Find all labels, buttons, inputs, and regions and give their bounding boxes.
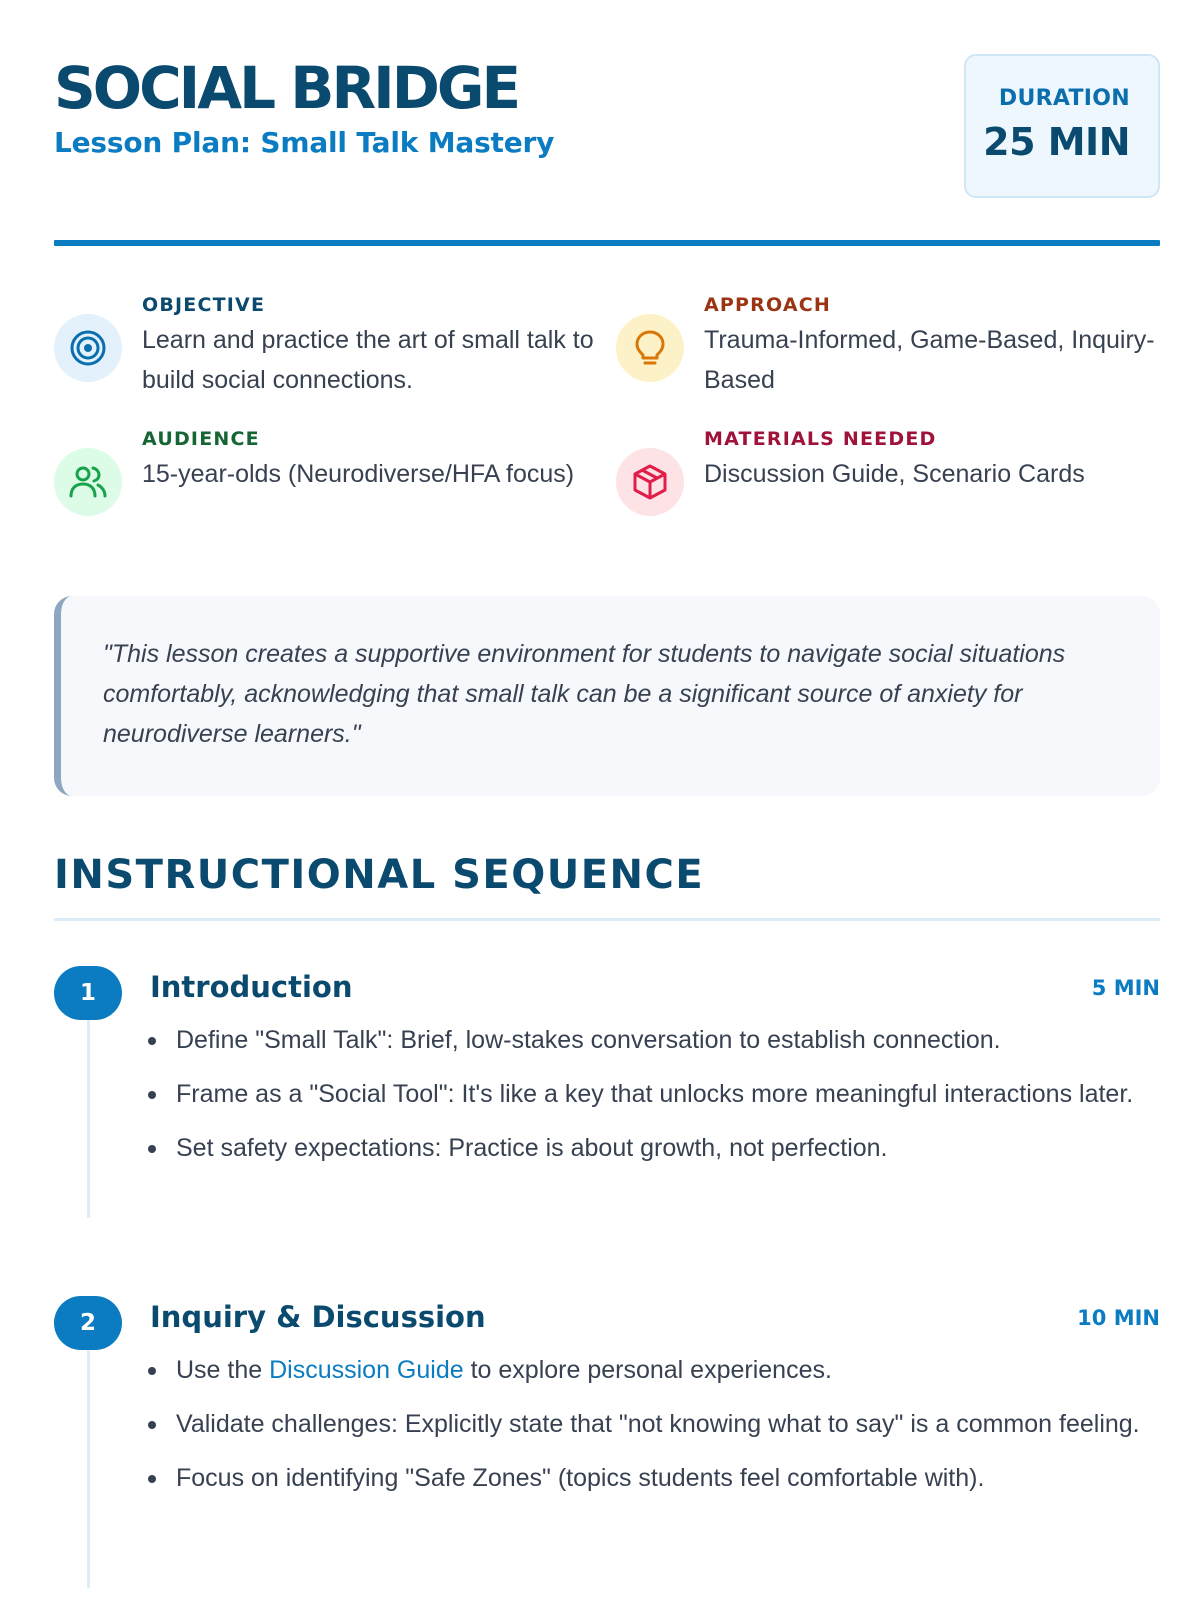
duration-card xyxy=(964,54,1160,198)
package-icon xyxy=(616,448,684,516)
section-title: INSTRUCTIONAL SEQUENCE xyxy=(54,852,705,898)
step-time: 10 MIN xyxy=(1077,1306,1160,1330)
timeline-line xyxy=(87,1348,90,1588)
lesson-subtitle: Lesson Plan: Small Talk Mastery xyxy=(54,126,555,159)
materials-block xyxy=(616,428,1160,538)
users-icon xyxy=(54,448,122,516)
step-2 xyxy=(54,1296,1160,1586)
quote-text: "This lesson creates a supportive environment for students to navigate social situations comfortably, acknowledging that small talk can be a significant source of anxiety for neurodiverse learners." xyxy=(103,640,1066,748)
bullet-text: to explore personal experiences. xyxy=(463,1356,832,1384)
step-title: Introduction xyxy=(150,970,353,1004)
header xyxy=(54,52,1160,202)
materials-text: Discussion Guide, Scenario Cards xyxy=(704,460,1085,488)
audience-text: 15-year-olds (Neurodiverse/HFA focus) xyxy=(142,460,575,488)
list-item: Frame as a "Social Tool": It's like a key that unlocks more meaningful interactions later. xyxy=(176,1074,1160,1114)
list-item: Set safety expectations: Practice is about growth, not perfection. xyxy=(176,1128,1160,1168)
step-bullets xyxy=(176,1350,1160,1512)
brand-title: SOCIAL BRIDGE xyxy=(54,54,519,122)
step-number: 2 xyxy=(54,1296,122,1350)
approach-text: Trauma-Informed, Game-Based, Inquiry-Based xyxy=(704,326,1155,394)
list-item: Focus on identifying "Safe Zones" (topics students feel comfortable with). xyxy=(176,1458,1160,1498)
step-time: 5 MIN xyxy=(1091,976,1160,1000)
step-title: Inquiry & Discussion xyxy=(150,1300,486,1334)
discussion-guide-link[interactable]: Discussion Guide xyxy=(269,1356,464,1384)
header-divider xyxy=(54,240,1160,246)
list-item: Validate challenges: Explicitly state that "not knowing what to say" is a common feeling. xyxy=(176,1404,1160,1444)
timeline-line xyxy=(87,1018,90,1218)
materials-label: MATERIALS NEEDED xyxy=(704,428,937,450)
approach-label: APPROACH xyxy=(704,294,831,316)
target-icon xyxy=(54,314,122,382)
objective-label: OBJECTIVE xyxy=(142,294,266,316)
audience-block xyxy=(54,428,594,538)
objective-block xyxy=(54,294,594,404)
audience-label: AUDIENCE xyxy=(142,428,260,450)
approach-block xyxy=(616,294,1160,404)
bullet-text: Use the xyxy=(176,1356,270,1384)
section-divider xyxy=(54,918,1160,921)
lightbulb-icon xyxy=(616,314,684,382)
step-number: 1 xyxy=(54,966,122,1020)
step-bullets xyxy=(176,1020,1160,1182)
duration-value: 25 MIN xyxy=(983,120,1130,164)
list-item xyxy=(176,1350,1160,1390)
lesson-quote xyxy=(54,596,1160,796)
step-1 xyxy=(54,966,1160,1256)
list-item: Define "Small Talk": Brief, low-stakes conversation to establish connection. xyxy=(176,1020,1160,1060)
objective-text: Learn and practice the art of small talk to build social connections. xyxy=(142,326,594,394)
duration-label: DURATION xyxy=(998,86,1130,111)
